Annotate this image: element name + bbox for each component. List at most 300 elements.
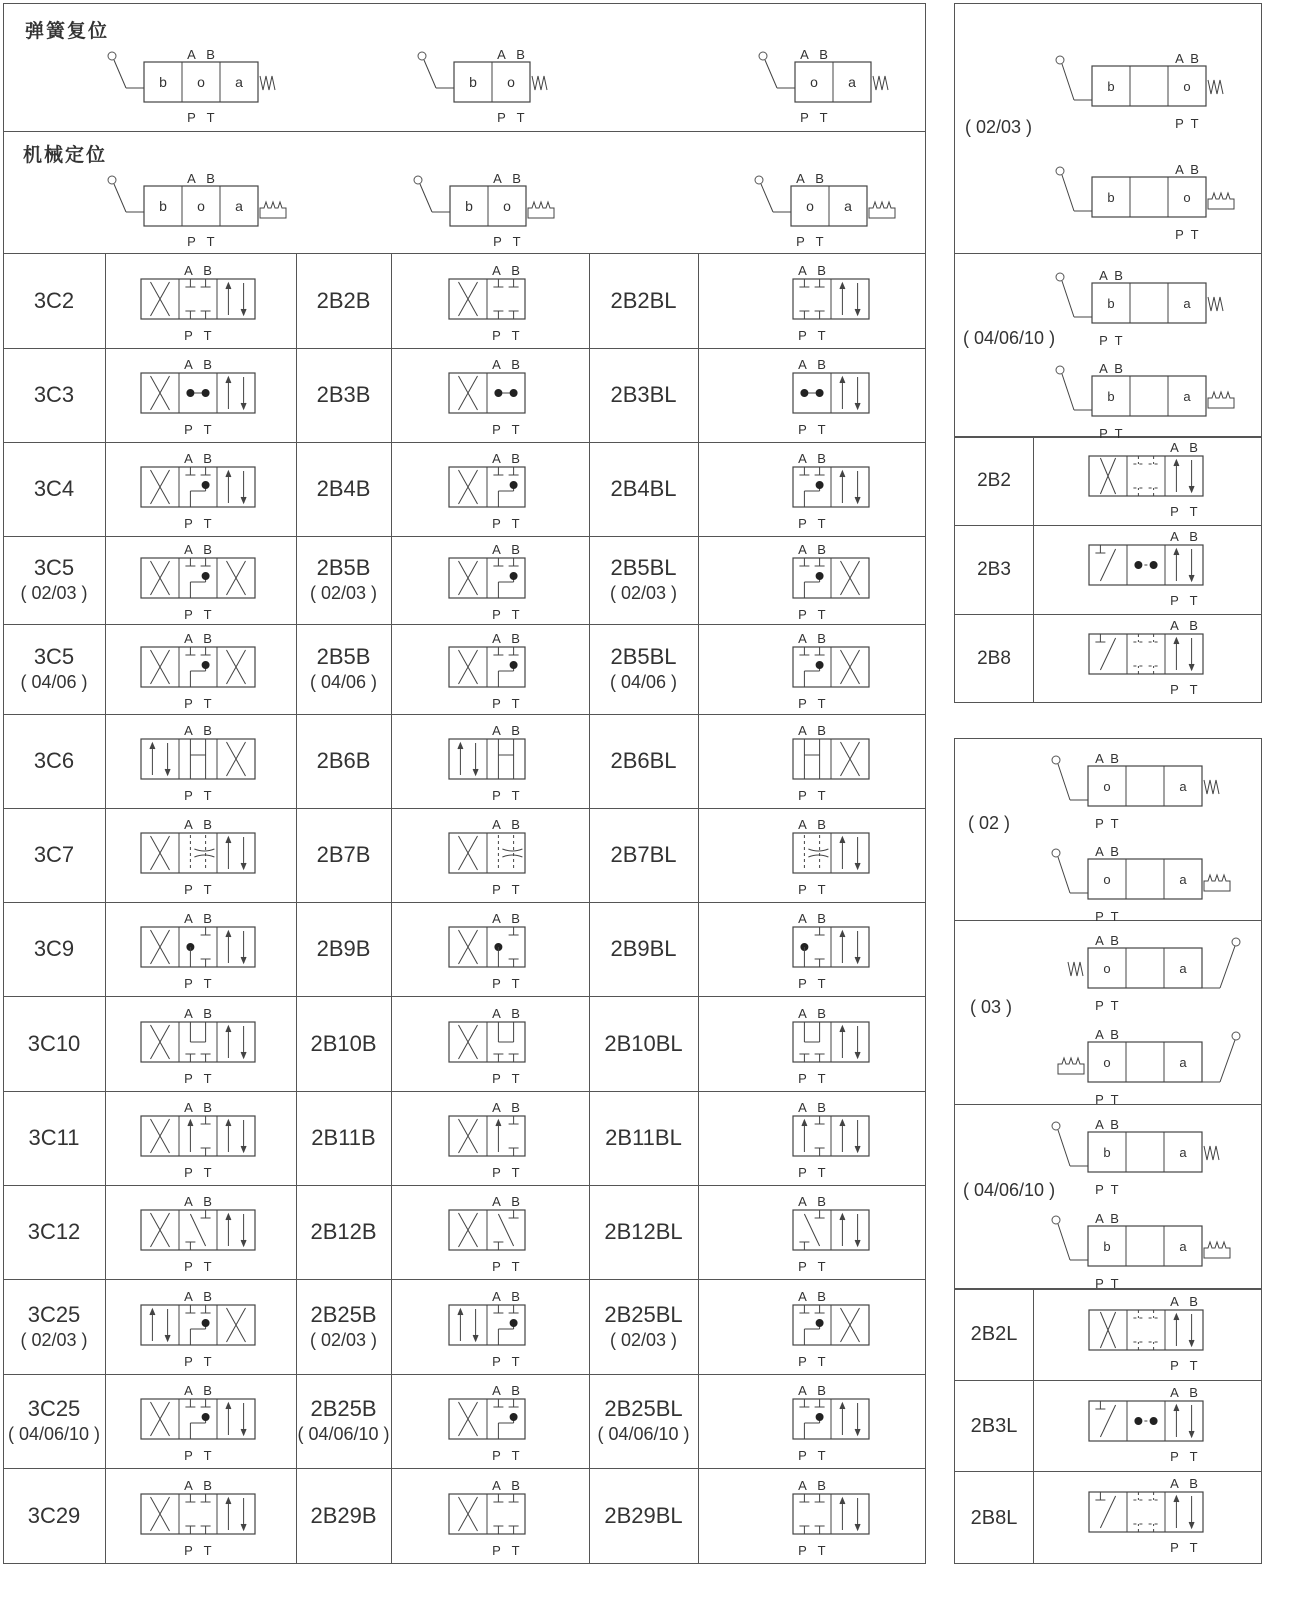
model-cell [589, 1185, 698, 1279]
port-label: B [511, 357, 520, 372]
port-label: T [1189, 504, 1198, 519]
port-label: A [184, 817, 193, 832]
position-label: a [1179, 1055, 1187, 1070]
port-label: P [798, 882, 807, 897]
model-code: 2B7BL [610, 842, 677, 867]
model-cell [589, 902, 698, 996]
position-label: o [503, 198, 511, 214]
port-label: P [1095, 998, 1104, 1013]
port-label: A [1095, 844, 1104, 859]
row-divider [3, 536, 926, 537]
port-label: A [798, 631, 807, 646]
size-label: ( 02/03 ) [309, 583, 378, 603]
model-cell [296, 536, 391, 624]
port-label: T [203, 422, 212, 437]
right-valve-symbol [1048, 1118, 1272, 1198]
port-label: T [203, 882, 212, 897]
port-label: P [492, 422, 501, 437]
model-cell [3, 442, 105, 536]
size-label: ( 02 ) [968, 813, 1011, 833]
valve-symbol-b [445, 1100, 529, 1180]
port-label: A [184, 1288, 193, 1304]
port-label: P [1099, 333, 1108, 348]
port-label: B [203, 817, 212, 832]
spring-return-header: 弹簧复位 [25, 21, 110, 42]
valve-symbol-b [445, 542, 529, 622]
model-code: 3C29 [27, 1503, 81, 1528]
port-label: A [1175, 51, 1184, 66]
port-label: T [203, 976, 212, 991]
model-cell [296, 808, 391, 902]
port-label: B [1114, 361, 1123, 376]
port-label: B [203, 357, 212, 372]
position-label: o [507, 74, 515, 90]
port-label: A [1170, 1476, 1179, 1491]
port-label: T [1190, 227, 1199, 242]
model-cell [589, 1468, 698, 1564]
port-label: A [798, 911, 807, 926]
port-label: T [817, 516, 826, 531]
port-label: B [203, 1194, 212, 1209]
port-label: P [798, 422, 807, 437]
port-label: T [817, 1165, 826, 1180]
port-label: B [817, 1005, 826, 1021]
right-table-symbol [1085, 1476, 1209, 1555]
port-label: B [817, 1100, 826, 1115]
model-code: 2B5BL [610, 644, 677, 669]
port-label: T [817, 696, 826, 711]
port-label: P [184, 1070, 193, 1086]
port-label: P [1095, 1092, 1104, 1107]
port-label: B [203, 262, 212, 278]
port-label: P [184, 327, 193, 343]
model-code: 2B2BL [610, 287, 677, 313]
valve-symbol-bl [789, 357, 873, 437]
model-code: 2B10BL [604, 1030, 683, 1056]
port-label: P [1095, 1182, 1104, 1197]
valve-symbol-bl [789, 1194, 873, 1274]
port-label: T [203, 1070, 212, 1086]
port-label: P [492, 1353, 501, 1369]
position-label: o [1103, 961, 1111, 976]
port-label: A [184, 1478, 193, 1493]
valve-symbol-3c [137, 1006, 259, 1086]
port-label: B [817, 1288, 826, 1304]
port-label: A [492, 451, 501, 466]
valve-symbol-bl [789, 911, 873, 991]
port-label: P [1095, 1276, 1104, 1291]
size-label: ( 04/06 ) [309, 672, 378, 692]
model-code: 3C3 [33, 382, 75, 407]
port-label: P [798, 327, 807, 343]
port-label: T [511, 882, 520, 897]
model-cell [3, 808, 105, 902]
model-cell [3, 624, 105, 714]
position-label: a [848, 74, 856, 90]
model-cell [589, 714, 698, 808]
right-valve-symbol [1052, 163, 1276, 243]
port-label: T [511, 1448, 520, 1463]
valve-symbol-b [445, 1478, 529, 1558]
port-label: T [511, 1259, 520, 1274]
port-label: T [511, 327, 520, 343]
port-label: B [1189, 1476, 1198, 1491]
port-label: T [516, 110, 525, 125]
port-label: A [492, 1100, 501, 1115]
size-label: ( 04/06/10 ) [963, 328, 1056, 348]
spring-valve-symbol [755, 48, 931, 124]
valve-symbol-b [445, 1006, 529, 1086]
port-label: B [1110, 844, 1119, 859]
model-code: 3C9 [33, 936, 75, 961]
port-label: P [798, 1165, 807, 1180]
detent-header: 机械定位 [23, 145, 108, 166]
position-label: a [235, 74, 243, 90]
port-label: A [184, 631, 193, 646]
port-label: A [1095, 751, 1104, 766]
position-label: o [806, 198, 814, 214]
port-label: T [1110, 816, 1119, 831]
port-label: T [1114, 426, 1123, 441]
position-label: b [1107, 389, 1115, 404]
port-label: T [1189, 1358, 1198, 1373]
port-label: B [511, 723, 520, 738]
port-label: A [493, 171, 502, 186]
model-code: 2B3 [977, 558, 1011, 580]
port-label: B [203, 451, 212, 466]
model-code: 3C5 [33, 555, 75, 580]
model-code: 2B4B [316, 476, 371, 501]
port-label: B [817, 1478, 826, 1493]
col-divider [105, 253, 106, 1564]
port-label: A [1095, 1117, 1104, 1132]
model-code: 2B12B [310, 1219, 377, 1244]
model-code: 2B9BL [610, 936, 677, 961]
port-label: P [798, 1353, 807, 1369]
position-label: o [1183, 79, 1191, 94]
port-label: A [184, 262, 193, 278]
model-code: 3C11 [28, 1125, 80, 1150]
port-label: T [511, 788, 520, 803]
size-label: ( 04/06/10 ) [7, 1424, 101, 1444]
model-cell [589, 624, 698, 714]
port-label: A [187, 47, 196, 62]
valve-symbol-3c [137, 1478, 259, 1558]
row-divider [3, 624, 926, 625]
port-label: A [798, 1288, 807, 1304]
port-label: P [492, 696, 501, 711]
valve-symbol-3c [137, 1100, 259, 1180]
port-label: T [511, 516, 520, 531]
port-label: T [1189, 682, 1198, 697]
port-label: T [206, 110, 215, 125]
valve-symbol-b [445, 1383, 529, 1463]
port-label: A [1095, 1211, 1104, 1226]
port-label: A [798, 723, 807, 738]
port-label: A [1095, 933, 1104, 948]
port-label: B [817, 451, 826, 466]
port-label: B [203, 542, 212, 557]
port-label: P [184, 1165, 193, 1180]
model-code: 2B5BL [610, 555, 677, 580]
port-label: A [798, 1194, 807, 1209]
model-cell [296, 348, 391, 442]
port-label: P [184, 882, 193, 897]
port-label: A [492, 1005, 501, 1021]
right-valve-symbol [1048, 752, 1272, 832]
right-valve-symbol [1048, 1028, 1272, 1108]
port-label: P [492, 1543, 501, 1558]
model-cell [3, 902, 105, 996]
port-label: B [511, 1383, 520, 1398]
port-label: B [1110, 1117, 1119, 1132]
position-label: o [197, 74, 205, 90]
port-label: A [798, 1100, 807, 1115]
model-cell [589, 1279, 698, 1374]
port-label: A [184, 723, 193, 738]
port-label: P [1170, 1540, 1179, 1555]
port-label: P [187, 234, 196, 249]
row-divider [3, 442, 926, 443]
valve-symbol-bl [789, 451, 873, 531]
port-label: B [1110, 1211, 1119, 1226]
port-label: T [511, 1165, 520, 1180]
valve-symbol-3c [137, 542, 259, 622]
port-label: A [184, 451, 193, 466]
port-label: T [817, 882, 826, 897]
size-label: ( 02/03 ) [309, 1329, 378, 1350]
model-code: 2B10B [310, 1030, 377, 1056]
port-label: A [184, 911, 193, 926]
model-cell [589, 442, 698, 536]
port-label: A [492, 817, 501, 832]
size-label: ( 02/03 ) [20, 1329, 88, 1350]
port-label: A [184, 1383, 193, 1398]
port-label: T [203, 1448, 212, 1463]
port-label: B [203, 723, 212, 738]
valve-symbol-3c [137, 263, 259, 343]
size-label: ( 04/06 ) [609, 672, 678, 692]
port-label: A [184, 1194, 193, 1209]
row-divider [3, 996, 926, 997]
valve-symbol-bl [789, 1478, 873, 1558]
valve-symbol-3c [137, 1289, 259, 1369]
position-label: b [465, 198, 473, 214]
port-label: P [1170, 1449, 1179, 1464]
valve-symbol-3c [137, 1383, 259, 1463]
model-cell [589, 996, 698, 1091]
port-label: A [187, 171, 196, 186]
model-code: 2B29BL [604, 1503, 683, 1528]
detent-valve-symbol [751, 172, 927, 248]
spring-valve-symbol [104, 48, 318, 124]
port-label: T [511, 1070, 520, 1086]
port-label: T [511, 696, 520, 711]
model-cell [296, 1374, 391, 1468]
right-table-symbol [1085, 618, 1209, 697]
model-code: 3C10 [27, 1030, 81, 1056]
port-label: B [817, 911, 826, 926]
divider [3, 253, 926, 254]
spring-valve-symbol [414, 48, 590, 124]
port-label: P [184, 516, 193, 531]
model-code: 2B8L [970, 1506, 1018, 1529]
port-label: T [817, 976, 826, 991]
model-cell [3, 714, 105, 808]
port-label: B [817, 542, 826, 557]
row-divider [3, 1279, 926, 1280]
port-label: B [511, 817, 520, 832]
valve-symbol-3c [137, 631, 259, 711]
valve-symbol-bl [789, 723, 873, 803]
model-cell [296, 1185, 391, 1279]
port-label: P [184, 1448, 193, 1463]
port-label: A [492, 723, 501, 738]
port-label: B [511, 1478, 520, 1493]
port-label: T [203, 1353, 212, 1369]
port-label: B [511, 1005, 520, 1021]
detent-valve-symbol [104, 172, 318, 248]
model-code: 2B5B [316, 644, 371, 669]
valve-symbol-b [445, 357, 529, 437]
size-label: ( 04/06/10 ) [963, 1180, 1056, 1200]
port-label: A [497, 47, 506, 62]
model-code: 2B3BL [610, 382, 677, 407]
model-cell [296, 902, 391, 996]
port-label: T [511, 607, 520, 622]
valve-symbol-bl [789, 1289, 873, 1369]
model-cell [296, 442, 391, 536]
valve-symbol-b [445, 263, 529, 343]
model-cell [3, 1185, 105, 1279]
port-label: B [1190, 51, 1199, 66]
model-code: 2B2 [977, 469, 1011, 491]
port-label: A [1170, 618, 1179, 633]
port-label: A [492, 631, 501, 646]
row-divider [3, 1468, 926, 1469]
port-label: P [492, 1070, 501, 1086]
model-code: 2B6BL [610, 748, 677, 773]
port-label: B [1189, 618, 1198, 633]
port-label: B [203, 1383, 212, 1398]
port-label: B [817, 262, 826, 278]
port-label: A [798, 817, 807, 832]
port-label: P [492, 607, 501, 622]
size-label: ( 03 ) [970, 997, 1013, 1017]
port-label: A [798, 1005, 807, 1021]
port-label: B [1189, 1385, 1198, 1400]
model-code: 2B9B [316, 936, 371, 961]
model-code: 2B8 [977, 647, 1011, 669]
port-label: P [796, 234, 805, 249]
port-label: A [796, 171, 805, 186]
position-label: a [1183, 389, 1191, 404]
port-label: A [1170, 440, 1179, 455]
port-label: P [184, 696, 193, 711]
model-code: 2B2B [316, 287, 371, 313]
port-label: P [798, 1070, 807, 1086]
port-label: B [511, 1194, 520, 1209]
port-label: A [492, 357, 501, 372]
position-label: o [1103, 1055, 1111, 1070]
port-label: B [203, 1005, 212, 1021]
model-cell [3, 253, 105, 348]
position-label: b [1107, 79, 1115, 94]
port-label: P [184, 1543, 193, 1558]
port-label: T [1110, 909, 1119, 924]
port-label: T [1114, 333, 1123, 348]
position-label: a [1183, 296, 1191, 311]
port-label: B [206, 47, 215, 62]
model-code: 3C5 [33, 644, 75, 669]
model-cell [296, 1091, 391, 1185]
port-label: A [184, 357, 193, 372]
model-code: 3C7 [33, 842, 75, 867]
port-label: T [203, 607, 212, 622]
port-label: T [511, 976, 520, 991]
right-valve-symbol [1048, 845, 1272, 925]
model-code: 2B4BL [610, 476, 677, 501]
port-label: A [492, 1478, 501, 1493]
model-code: 2B25B [310, 1301, 377, 1327]
valve-symbol-3c [137, 357, 259, 437]
port-label: B [511, 542, 520, 557]
right-table-symbol [1085, 1385, 1209, 1464]
model-cell [3, 1279, 105, 1374]
port-label: P [1095, 816, 1104, 831]
port-label: B [203, 631, 212, 646]
model-code: 2B3B [316, 382, 371, 407]
port-label: B [206, 171, 215, 186]
row-divider [3, 808, 926, 809]
port-label: T [511, 1543, 520, 1558]
model-cell [3, 348, 105, 442]
size-label: ( 02/03 ) [20, 583, 88, 603]
port-label: A [184, 1005, 193, 1021]
position-label: a [1179, 1239, 1187, 1254]
port-label: P [492, 1165, 501, 1180]
right-valve-symbol [1048, 934, 1272, 1014]
size-label: ( 04/06/10 ) [597, 1424, 690, 1444]
port-label: A [492, 1194, 501, 1209]
model-code: 3C25 [27, 1301, 81, 1327]
model-code: 2B7B [316, 842, 371, 867]
position-label: o [1103, 872, 1111, 887]
model-code: 3C25 [27, 1396, 81, 1421]
port-label: T [1110, 1276, 1119, 1291]
size-label: ( 02/03 ) [609, 1329, 678, 1350]
valve-symbol-3c [137, 817, 259, 897]
port-label: A [798, 451, 807, 466]
right-valve-symbol [1048, 1212, 1272, 1292]
port-label: A [492, 542, 501, 557]
model-cell [296, 1468, 391, 1564]
valve-symbol-3c [137, 1194, 259, 1274]
port-label: T [1110, 1182, 1119, 1197]
size-label: ( 02/03 ) [609, 583, 678, 603]
port-label: P [492, 1259, 501, 1274]
port-label: T [1190, 116, 1199, 131]
model-code: 3C2 [33, 287, 75, 313]
model-code: 2B25BL [604, 1301, 683, 1327]
port-label: P [1170, 593, 1179, 608]
port-label: T [819, 110, 828, 125]
model-cell [589, 348, 698, 442]
port-label: B [817, 357, 826, 372]
position-label: a [1179, 961, 1187, 976]
port-label: P [497, 110, 506, 125]
port-label: T [1110, 1092, 1119, 1107]
